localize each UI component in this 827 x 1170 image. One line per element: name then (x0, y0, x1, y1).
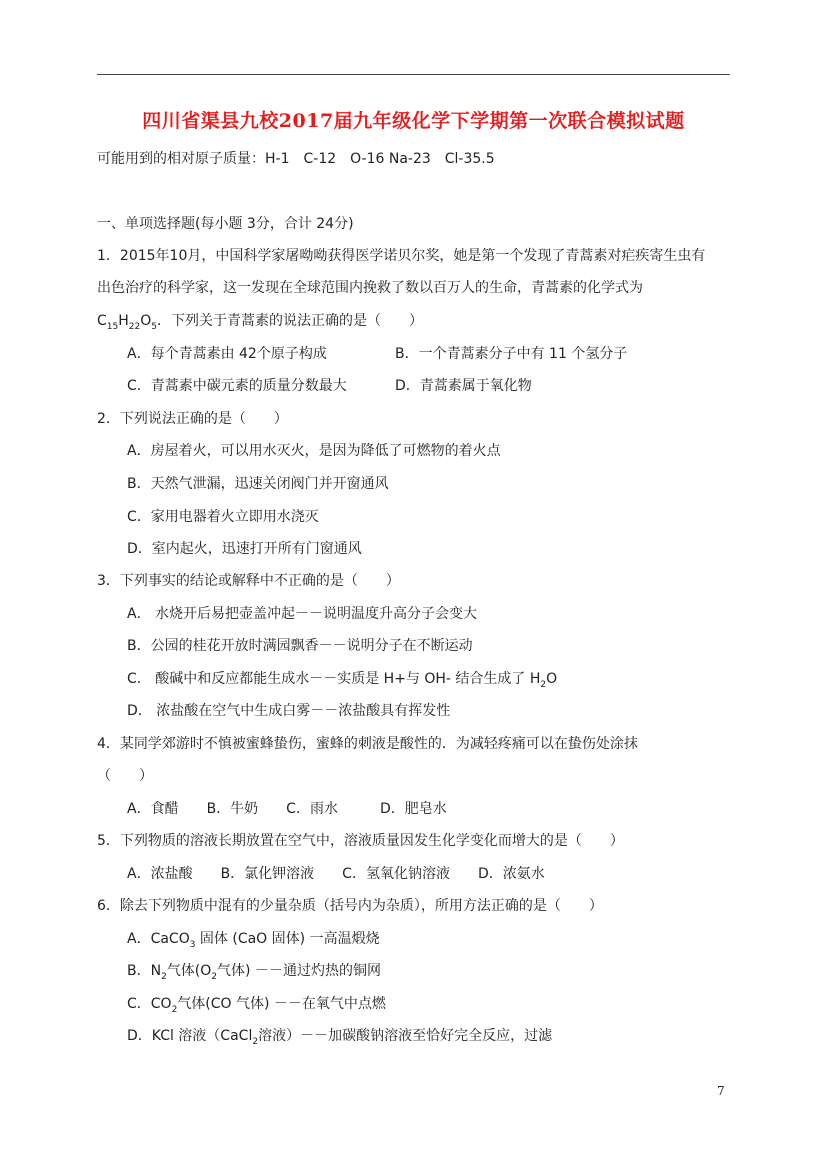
q1-stem-line1: 1．2015年10月，中国科学家屠呦呦获得医学诺贝尔奖，她是第一个发现了青蒿素对疟疾寄生虫有 (97, 248, 706, 264)
q3-option-d: D． 浓盐酸在空气中生成白雾－－浓盐酸具有挥发性 (127, 703, 451, 719)
q1-stem-line3: $C_{15}H_{22}O_5$．下列关于青蒿素的说法正确的是（ ） (97, 313, 423, 332)
q6-option-d: D．KCl 溶液（CaCl$_2$溶液）－－加碳酸钠溶液至恰好完全反应，过滤 (127, 1028, 553, 1047)
q5-options: A．浓盐酸 B．氯化钾溶液 C．氢氧化钠溶液 D．浓氨水 (127, 866, 545, 882)
q3-option-b: B．公园的桂花开放时满园飘香－－说明分子在不断运动 (127, 638, 473, 654)
q4-stem-blank: （ ） (97, 768, 153, 784)
page-number: 7 (717, 1084, 725, 1098)
q5-stem: 5．下列物质的溶液长期放置在空气中，溶液质量因发生化学变化而增大的是（ ） (97, 833, 624, 849)
q2-option-b: B．天然气泄漏，迅速关闭阀门并开窗通风 (127, 476, 389, 492)
q2-option-a: A．房屋着火，可以用水灭火，是因为降低了可燃物的着火点 (127, 443, 501, 459)
q2-option-d: D．室内起火，迅速打开所有门窗通风 (127, 541, 362, 557)
section-heading: 一、单项选择题(每小题 3分，合计 24分) (97, 216, 354, 232)
q6-option-b: B．$N_2$气体($O_2$气体) －－通过灼热的铜网 (127, 963, 381, 982)
q4-stem: 4．某同学郊游时不慎被蜜蜂蛰伤，蜜蜂的刺液是酸性的．为减轻疼痛可以在蛰伤处涂抹 (97, 736, 638, 752)
document-title: 四川省渠县九校2017届九年级化学下学期第一次联合模拟试题 (142, 110, 685, 132)
q1-options-cd (127, 375, 532, 397)
q1-option-d: D．青蒿素属于氧化物 (395, 378, 532, 394)
atomic-masses: 可能用到的相对原子质量：H-1 C-12 O-16 Na-23 Cl-35.5 (97, 151, 495, 167)
q2-stem: 2．下列说法正确的是（ ） (97, 411, 288, 427)
q1-option-a: A．每个青蒿素由 42个原子构成 (127, 346, 327, 362)
q3-stem: 3．下列事实的结论或解释中不正确的是（ ） (97, 573, 400, 589)
q6-stem: 6．除去下列物质中混有的少量杂质（括号内为杂质），所用方法正确的是（ ） (97, 898, 603, 914)
q1-option-c: C．青蒿素中碳元素的质量分数最大 (127, 378, 347, 394)
q6-option-a: A．CaCO$_3$ 固体 (CaO 固体) 一高温煅烧 (127, 931, 380, 950)
q1-option-b: B．一个青蒿素分子中有 11 个氢分子 (395, 346, 628, 362)
header-rule (97, 74, 730, 75)
q6-option-c: C．$CO_2$气体(CO 气体) －－在氧气中点燃 (127, 996, 386, 1015)
q1-options-ab (127, 343, 627, 365)
q4-options: A．食醋 B．牛奶 C．雨水 D．肥皂水 (127, 801, 447, 817)
q1-stem-line2: 出色治疗的科学家，这一发现在全球范围内挽救了数以百万人的生命，青蒿素的化学式为 (97, 280, 643, 296)
q3-option-a: A． 水烧开后易把壶盖冲起－－说明温度升高分子会变大 (127, 606, 478, 622)
q2-option-c: C．家用电器着火立即用水浇灭 (127, 509, 319, 525)
q3-option-c: C． 酸碱中和反应都能生成水－－实质是 H+与 OH- 结合生成了 $H_2O$ (127, 671, 558, 690)
